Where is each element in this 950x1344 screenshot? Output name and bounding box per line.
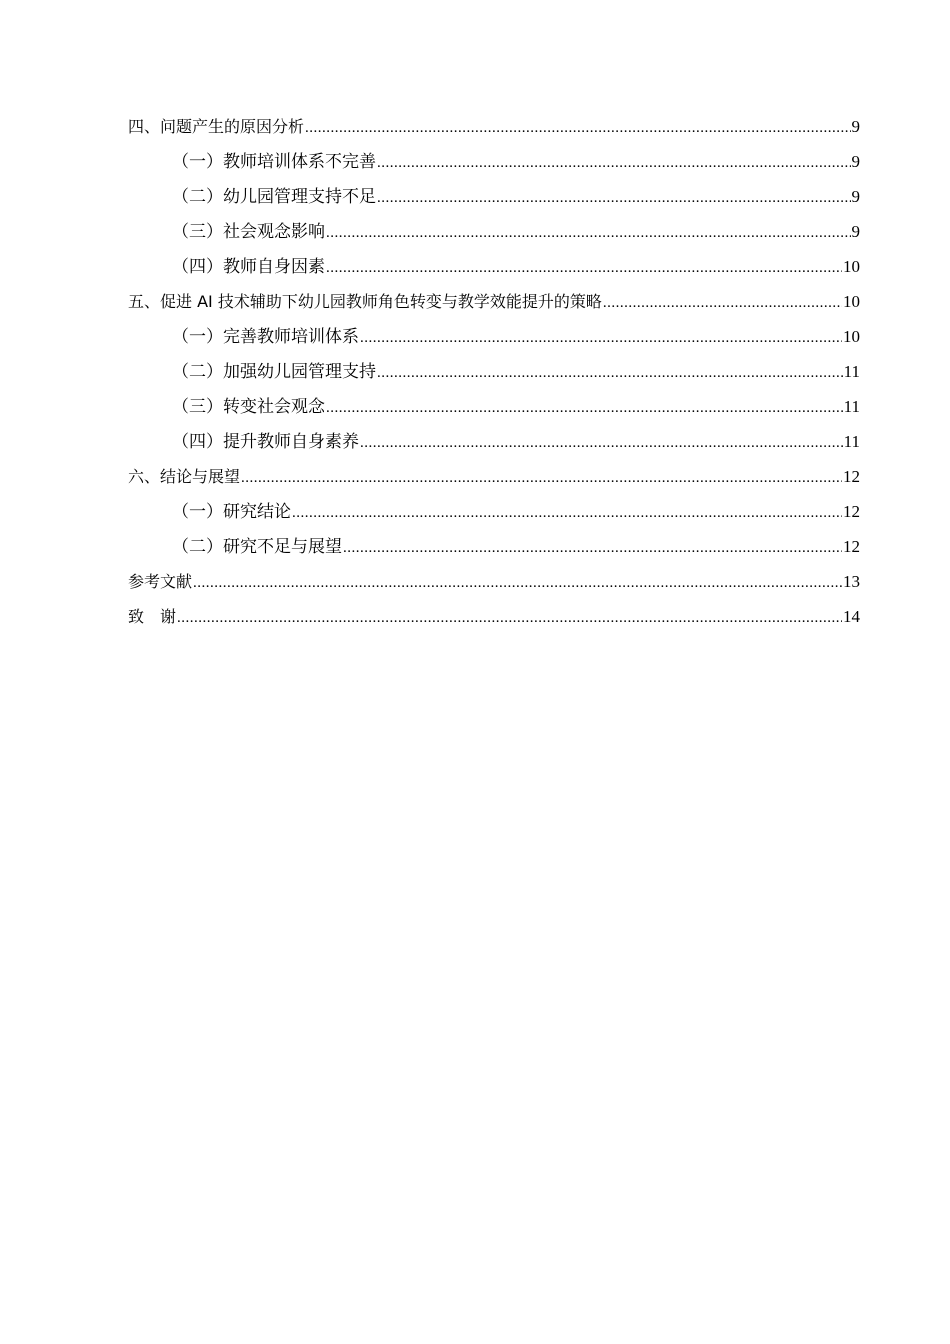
toc-dot-leader <box>603 286 842 321</box>
toc-dot-leader <box>326 391 843 426</box>
toc-entry-title: （三）社会观念影响 <box>172 222 325 242</box>
toc-page-number: 13 <box>843 572 860 591</box>
toc-entry[interactable] <box>128 214 860 249</box>
toc-dot-leader <box>377 181 851 216</box>
toc-entry[interactable] <box>128 494 860 529</box>
toc-entry-title: 四、问题产生的原因分析 <box>128 117 305 136</box>
toc-entry-title: （三）转变社会观念 <box>172 397 325 417</box>
toc-page-number: 12 <box>843 537 860 556</box>
toc-page-number: 9 <box>851 187 860 206</box>
toc-dot-leader <box>377 356 843 391</box>
toc-entry-title: （一）完善教师培训体系 <box>172 327 359 347</box>
toc-dot-leader <box>343 531 842 566</box>
toc-entry-title: 五、促进 AI 技术辅助下幼儿园教师角色转变与教学效能提升的策略 <box>128 292 602 311</box>
toc-entry[interactable] <box>128 284 860 319</box>
toc-entry-title: （四）教师自身因素 <box>172 257 325 277</box>
toc-entry[interactable] <box>128 389 860 424</box>
toc-entry[interactable] <box>128 599 860 634</box>
toc-dot-leader <box>377 146 851 181</box>
toc-entry[interactable] <box>128 249 860 284</box>
toc-dot-leader <box>292 496 842 531</box>
toc-page-number: 12 <box>843 467 860 486</box>
toc-entry[interactable] <box>128 424 860 459</box>
toc-entry-title: （一）教师培训体系不完善 <box>172 152 376 172</box>
toc-entry[interactable] <box>128 564 860 599</box>
table-of-contents <box>128 109 860 634</box>
toc-page-number: 12 <box>843 502 860 521</box>
toc-page-number: 10 <box>843 327 860 346</box>
toc-dot-leader <box>177 601 842 636</box>
toc-dot-leader <box>326 251 842 286</box>
toc-entry-title: （二）加强幼儿园管理支持 <box>172 362 376 382</box>
toc-entry[interactable] <box>128 529 860 564</box>
toc-dot-leader <box>305 111 850 146</box>
toc-page-number: 11 <box>843 397 860 416</box>
toc-page-number: 14 <box>843 607 860 626</box>
toc-dot-leader <box>360 426 843 461</box>
toc-entry[interactable] <box>128 144 860 179</box>
toc-entry-title: （一）研究结论 <box>172 502 291 522</box>
toc-page-number: 9 <box>851 222 860 241</box>
toc-page-number: 11 <box>843 432 860 451</box>
toc-entry-title: （二）幼儿园管理支持不足 <box>172 187 376 207</box>
toc-page-number: 9 <box>851 117 860 136</box>
toc-dot-leader <box>193 566 842 601</box>
toc-entry-title: 致 谢 <box>128 607 177 626</box>
toc-entry[interactable] <box>128 109 860 144</box>
toc-dot-leader <box>360 321 842 356</box>
toc-dot-leader <box>326 216 851 251</box>
toc-entry-title: 六、结论与展望 <box>128 467 241 486</box>
toc-entry[interactable] <box>128 459 860 494</box>
toc-entry[interactable] <box>128 179 860 214</box>
toc-entry-title: （四）提升教师自身素养 <box>172 432 359 452</box>
toc-page-number: 11 <box>843 362 860 381</box>
toc-page-number: 9 <box>851 152 860 171</box>
toc-page-number: 10 <box>843 257 860 276</box>
toc-entry[interactable] <box>128 319 860 354</box>
toc-entry-title: 参考文献 <box>128 572 193 591</box>
toc-page-number: 10 <box>843 292 860 311</box>
toc-dot-leader <box>241 461 842 496</box>
toc-entry-title: （二）研究不足与展望 <box>172 537 342 557</box>
toc-entry[interactable] <box>128 354 860 389</box>
